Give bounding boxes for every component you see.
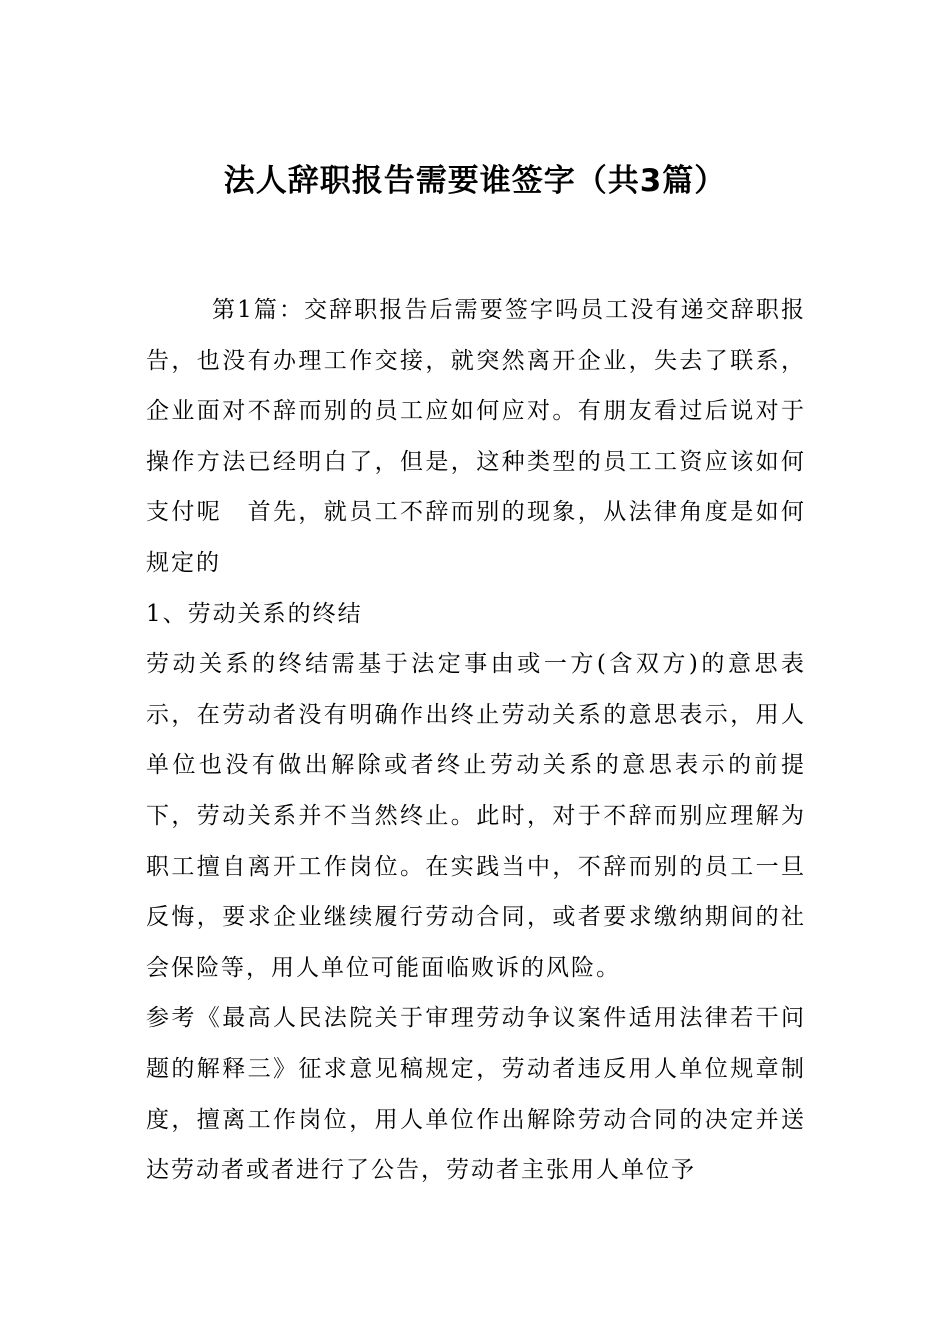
paragraph-judicial-interpretation: 参考《最高人民法院关于审理劳动争议案件适用法律若干问题的解释三》征求意见稿规定，劳动者违反用人单位规章制度，擅离工作岗位，用人单位作出解除劳动合同的决定并送达劳动者或者进行了公告，劳动者主张用人单位予 xyxy=(146,1005,806,1184)
paragraph-intro: 第1篇：交辞职报告后需要签字吗员工没有递交辞职报告，也没有办理工作交接，就突然离开企业，失去了联系，企业面对不辞而别的员工应如何应对。有朋友看过后说对于操作方法已经明白了，但是，这种类型的员工工资应该如何支付呢 首先，就员工不辞而别的现象，从法律角度是如何规定的 xyxy=(146,297,806,576)
document-body xyxy=(146,285,806,1196)
paragraph-labor-relation: 劳动关系的终结需基于法定事由或一方(含双方)的意思表示，在劳动者没有明确作出终止劳动关系的意思表示，用人单位也没有做出解除或者终止劳动关系的意思表示的前提下，劳动关系并不当然终止。此时，对于不辞而别应理解为职工擅自离开工作岗位。在实践当中，不辞而别的员工一旦反悔，要求企业继续履行劳动合同，或者要求缴纳期间的社会保险等，用人单位可能面临败诉的风险。 xyxy=(146,651,806,981)
section-heading: 1、劳动关系的终结 xyxy=(146,600,363,627)
document-title: 法人辞职报告需要谁签字（共3篇） xyxy=(223,163,727,199)
